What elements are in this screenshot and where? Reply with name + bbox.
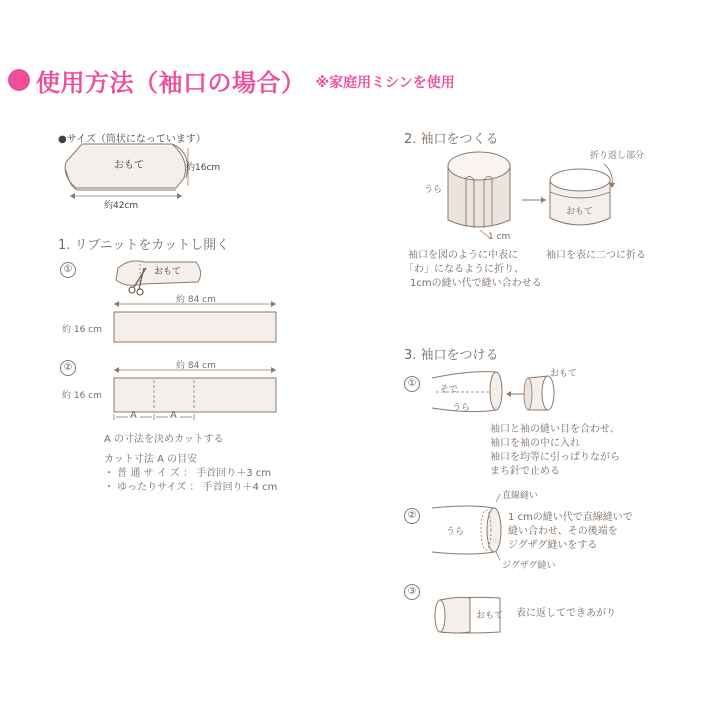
step3-omote-label-3: おもて bbox=[476, 611, 504, 621]
cuff-illustration-1 bbox=[524, 376, 554, 410]
step3-s2-line3: ジグザグ縫いをする bbox=[508, 540, 598, 551]
step2-seam-label: 1 cm bbox=[488, 232, 511, 242]
rect-fabric-1 bbox=[114, 301, 276, 342]
step3-zigzag-label: ジグザグ縫い bbox=[502, 561, 556, 571]
sleeve-illustration-2 bbox=[432, 494, 501, 560]
arrow-right-icon bbox=[522, 197, 546, 203]
step3-s1-line1: 袖口と袖の縫い目を合わせ、 bbox=[490, 424, 620, 435]
arrow-left-icon bbox=[506, 391, 524, 397]
step1-sub2-number: ② bbox=[60, 360, 76, 376]
step1-instruction: A の寸法を決めカットする bbox=[104, 434, 224, 445]
guide-loose: ・ ゆったりサイズ ： 手首回り＋4 cm bbox=[104, 482, 278, 493]
step2-ura-label: うら bbox=[424, 185, 443, 195]
step3-s1-line3: 袖口を均等に引っぱりながら bbox=[490, 452, 620, 463]
step3-ura-label-1: うら bbox=[452, 403, 471, 413]
step2-text-line2: 「わ」になるように折り、 bbox=[404, 264, 524, 275]
rect-fabric-2 bbox=[114, 367, 276, 420]
scissor-fabric-label: おもて bbox=[154, 267, 182, 277]
step2-right-text: 袖口を表に二つに折る bbox=[546, 250, 646, 261]
rect1-height: 約 16 cm bbox=[62, 325, 102, 335]
step3-sub1-number: ① bbox=[404, 376, 420, 392]
step3-s1-line4: まち針で止める bbox=[490, 466, 560, 477]
step2-text-line1: 袖口を図のように中表に bbox=[408, 250, 518, 261]
step2-text-line3: 1cmの縫い代で縫い合わせる bbox=[410, 278, 542, 289]
step1-sub1-number: ① bbox=[60, 262, 76, 278]
step1-heading: 1. リブニットをカットし開く bbox=[58, 238, 230, 253]
step2-omote-label: おもて bbox=[566, 207, 594, 217]
step3-omote-label-1: おもて bbox=[550, 369, 578, 379]
tube-fabric-illustration bbox=[65, 144, 188, 199]
title-note: ※家庭用ミシンを使用 bbox=[315, 75, 455, 91]
size-label: ●サイズ（筒状になっています） bbox=[58, 134, 206, 145]
guide-normal: ・ 普 通 サ イ ズ ： 手首回り＋3 cm bbox=[104, 468, 272, 479]
fabric-omote-label: おもて bbox=[114, 160, 144, 171]
step3-s2-line2: 縫い合わせ、その後端を bbox=[508, 526, 618, 537]
step3-ura-label-2: うら bbox=[446, 527, 465, 537]
step2-fold-label: 折り返し部分 bbox=[590, 151, 645, 161]
size-width: 約42cm bbox=[104, 201, 139, 211]
page-title: 使用方法（袖口の場合） bbox=[36, 68, 306, 97]
step3-s2-line1: 1 cmの縫い代で直線縫いで bbox=[508, 512, 633, 523]
title-row bbox=[8, 62, 455, 98]
size-height: 約16cm bbox=[186, 163, 221, 173]
step3-sub3-number: ③ bbox=[404, 584, 420, 600]
step3-sub2-number: ② bbox=[404, 508, 420, 524]
a-label-2: A bbox=[170, 410, 177, 421]
step3-s1-line2: 袖口を袖の中に入れ bbox=[490, 438, 580, 449]
step3-straight-label: 直線縫い bbox=[502, 491, 539, 501]
step3-sode-label: そで bbox=[440, 385, 459, 395]
step3-heading: 3. 袖口をつける bbox=[404, 348, 499, 363]
step3-s3-text: 表に返してできあがり bbox=[516, 608, 616, 619]
rect1-width: 約 84 cm bbox=[176, 295, 216, 305]
title-bullet bbox=[8, 69, 30, 91]
guide-title: カット寸法 A の目安 bbox=[104, 454, 198, 465]
step2-heading: 2. 袖口をつくる bbox=[404, 132, 499, 147]
tube-inside-out-illustration bbox=[448, 152, 510, 238]
rect2-width: 約 84 cm bbox=[176, 361, 216, 371]
a-label-1: A bbox=[130, 410, 137, 421]
rect2-height: 約 16 cm bbox=[62, 391, 102, 401]
